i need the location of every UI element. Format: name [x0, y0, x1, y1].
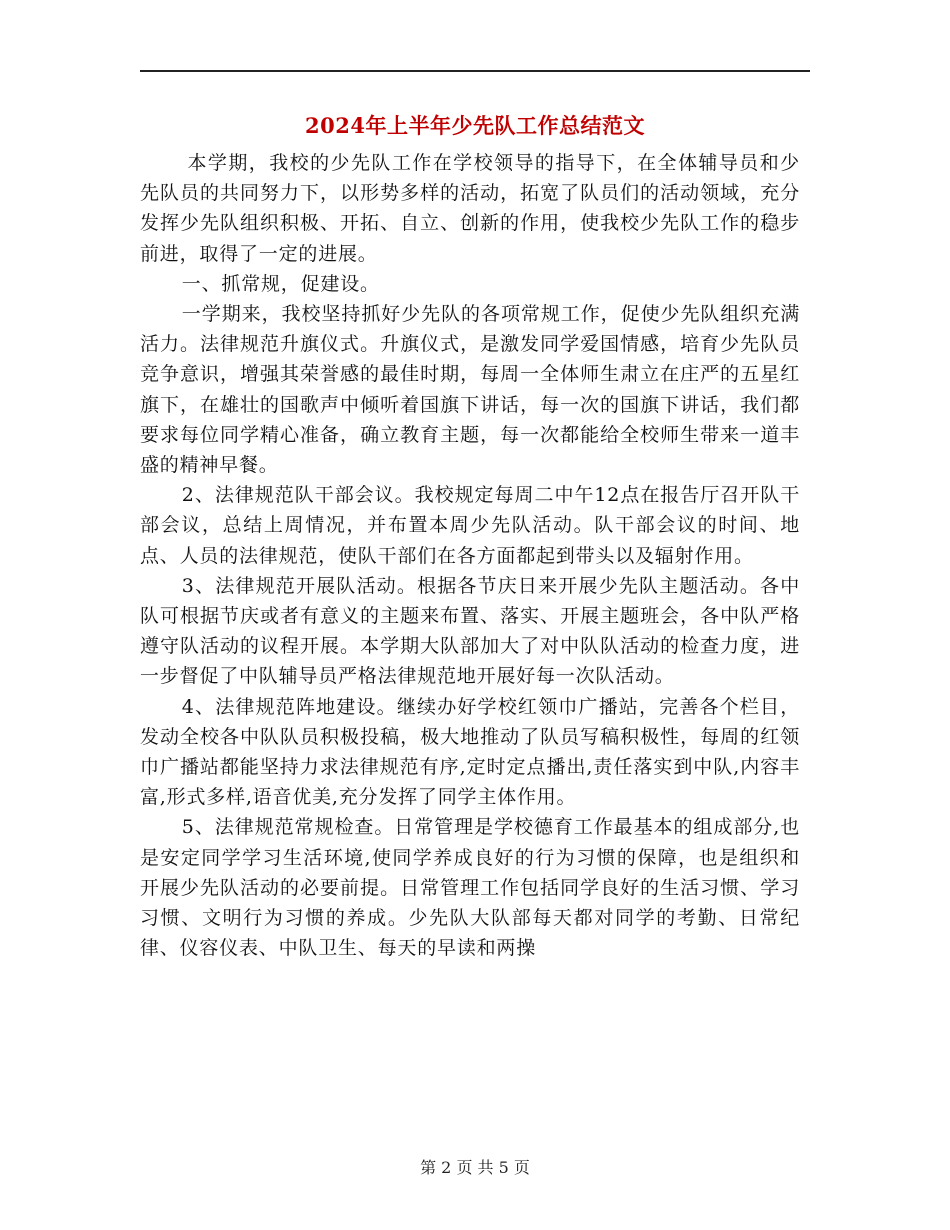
document-body [140, 148, 800, 963]
paragraph-item-4: 4、法律规范阵地建设。继续办好学校红领巾广播站，完善各个栏目，发动全校各中队队员积极投稿，极大地推动了队员写稿积极性，每周的红领巾广播站都能坚持力求法律规范有序,定时定点播出,责任落实到中队,内容丰富,形式多样,语音优美,充分发挥了同学主体作用。 [140, 695, 800, 809]
paragraph-item-3: 3、法律规范开展队活动。根据各节庆日来开展少先队主题活动。各中队可根据节庆或者有意义的主题来布置、落实、开展主题班会，各中队严格遵守队活动的议程开展。本学期大队部加大了对中队队活动的检查力度，进一步督促了中队辅导员严格法律规范地开展好每一次队活动。 [140, 574, 800, 688]
paragraph-flag-ceremony: 一学期来，我校坚持抓好少先队的各项常规工作，促使少先队组织充满活力。法律规范升旗仪式。升旗仪式，是激发同学爱国情感，培育少先队员竞争意识，增强其荣誉感的最佳时期，每周一全体师生肃立在庄严的五星红旗下，在雄壮的国歌声中倾听着国旗下讲话，每一次的国旗下讲话，我们都要求每位同学精心准备，确立教育主题，每一次都能给全校师生带来一道丰盛的精神早餐。 [140, 303, 800, 477]
document-title: 2024年上半年少先队工作总结范文 [305, 113, 645, 138]
page-number-footer: 第 2 页 共 5 页 [420, 1158, 530, 1177]
paragraph-item-5: 5、法律规范常规检查。日常管理是学校德育工作最基本的组成部分,也是安定同学学习生活环境,使同学养成良好的行为习惯的保障，也是组织和开展少先队活动的必要前提。日常管理工作包括同学良好的生活习惯、学习习惯、文明行为习惯的养成。少先队大队部每天都对同学的考勤、日常纪律、仪容仪表、中队卫生、每天的早读和两操 [140, 816, 800, 960]
paragraph-intro: 本学期，我校的少先队工作在学校领导的指导下，在全体辅导员和少先队员的共同努力下，以形势多样的活动，拓宽了队员们的活动领域，充分发挥少先队组织积极、开拓、自立、创新的作用，使我校少先队工作的稳步前进，取得了一定的进展。 [140, 152, 800, 265]
paragraph-item-2: 2、法律规范队干部会议。我校规定每周二中午12点在报告厅召开队干部会议，总结上周情况，并布置本周少先队活动。队干部会议的时间、地点、人员的法律规范，使队干部们在各方面都起到带头以及辐射作用。 [140, 484, 800, 567]
header-rule [140, 70, 810, 72]
section-heading-1: 一、抓常规，促建设。 [181, 272, 380, 295]
